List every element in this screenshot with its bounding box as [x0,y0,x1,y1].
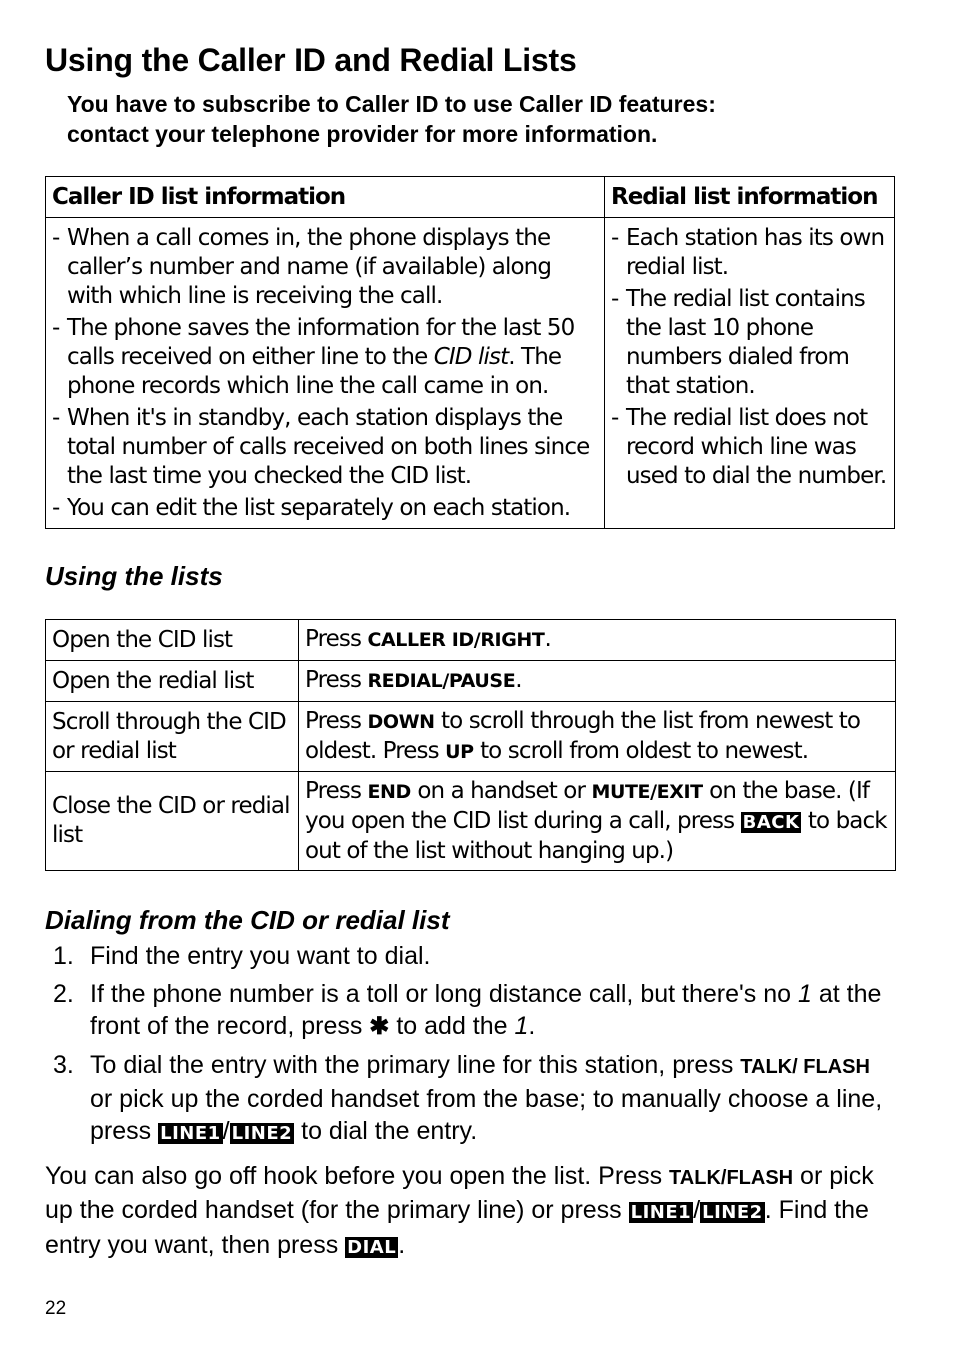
list-item: 1. Find the entry you want to dial. [53,942,431,970]
back-key: BACK [742,811,800,833]
table-row [46,661,896,702]
lists-actions-table [45,619,896,871]
table-row [46,620,896,661]
list-item: 3. To dial the entry with the primary line for this station, press TALK/ FLASH or pick up the corded handset from the base; to manually choose a line, press LINE1/ LINE2 to dial the entry. [53,1051,883,1145]
dialing-heading: Dialing from the CID or redial list [45,905,450,935]
cid-list-term: CID list [433,344,509,370]
caller-id-info-cell [46,218,605,529]
line1-key: LINE1 [630,1202,692,1223]
talk-flash-key: TALK/FLASH [669,1167,794,1189]
table-row [46,218,895,529]
list-item: 2. If the phone number is a toll or long distance call, but there's no 1 at the front of the record, press ✱ to add the 1. [53,980,882,1040]
page-number: 22 [45,1298,67,1319]
list-item: - Each station has its own redial list. [611,224,888,282]
list-item: - The redial list does not record which line was used to dial the number. [611,404,888,491]
list-info-table [45,176,895,529]
down-key: DOWN [367,710,435,733]
exit-key: EXIT [656,780,703,803]
up-key: UP [445,740,474,763]
action-cell: Close the CID or redial list [46,772,299,871]
caller-id-header: Caller ID list information [46,177,605,218]
dial-key: DIAL [347,1237,397,1258]
line1-key: LINE1 [160,1123,221,1144]
subscription-note [67,89,716,149]
dialing-steps [45,940,897,1156]
end-key: END [367,780,411,803]
redial-key: REDIAL [367,670,443,692]
action-cell: Open the CID list [46,620,299,661]
subscription-note-line1: You have to subscribe to Caller ID to use Caller ID features: [67,91,716,117]
list-item: - When a call comes in, the phone displays the caller’s number and name (if available) along with which line is receiving the call. [52,224,598,311]
table-row [46,772,896,871]
table-row [46,702,896,772]
using-lists-heading: Using the lists [45,561,223,591]
action-cell: Open the redial list [46,661,299,702]
list-item: - You can edit the list separately on each station. [52,494,598,523]
caller-id-key: CALLER ID [367,629,474,651]
subscription-note-line2: contact your telephone provider for more information. [67,121,658,147]
list-item: - The redial list contains the last 10 phone numbers dialed from that station. [611,285,888,401]
pause-key: PAUSE [448,670,516,692]
instruction-cell: Press REDIAL/PAUSE. [299,661,896,702]
instruction-cell: Press END on a handset or MUTE/EXIT on the base. (If you open the CID list during a call, press BACK to back out of the list without hanging up.) [299,772,896,871]
list-item: - The phone saves the information for the last 50 calls received on either line to the CID list. The phone records which line the call came in on. [52,314,598,401]
redial-info-cell [605,218,895,529]
off-hook-note: You can also go off hook before you open the list. Press TALK/FLASH or pick up the corded handset (for the primary line) or press LINE1/ LINE2. Find the entry you want, then press DIAL. [45,1162,874,1259]
instruction-cell: Press CALLER ID/RIGHT. [299,620,896,661]
instruction-cell: Press DOWN to scroll through the list from newest to oldest. Press UP to scroll from oldest to newest. [299,702,896,772]
talk-flash-key: TALK/ FLASH [740,1056,870,1078]
star-key-icon: ✱ [369,1013,390,1040]
right-key: RIGHT [480,629,545,651]
list-item: - When it's in standby, each station displays the total number of calls received on both lines since the last time you checked the CID list. [52,404,598,491]
line2-key: LINE2 [702,1202,763,1223]
line2-key: LINE2 [231,1123,293,1144]
page-title: Using the Caller ID and Redial Lists [45,42,577,78]
table-header-row [46,177,895,218]
mute-key: MUTE [591,780,651,803]
redial-header: Redial list information [605,177,895,218]
action-cell: Scroll through the CID or redial list [46,702,299,772]
